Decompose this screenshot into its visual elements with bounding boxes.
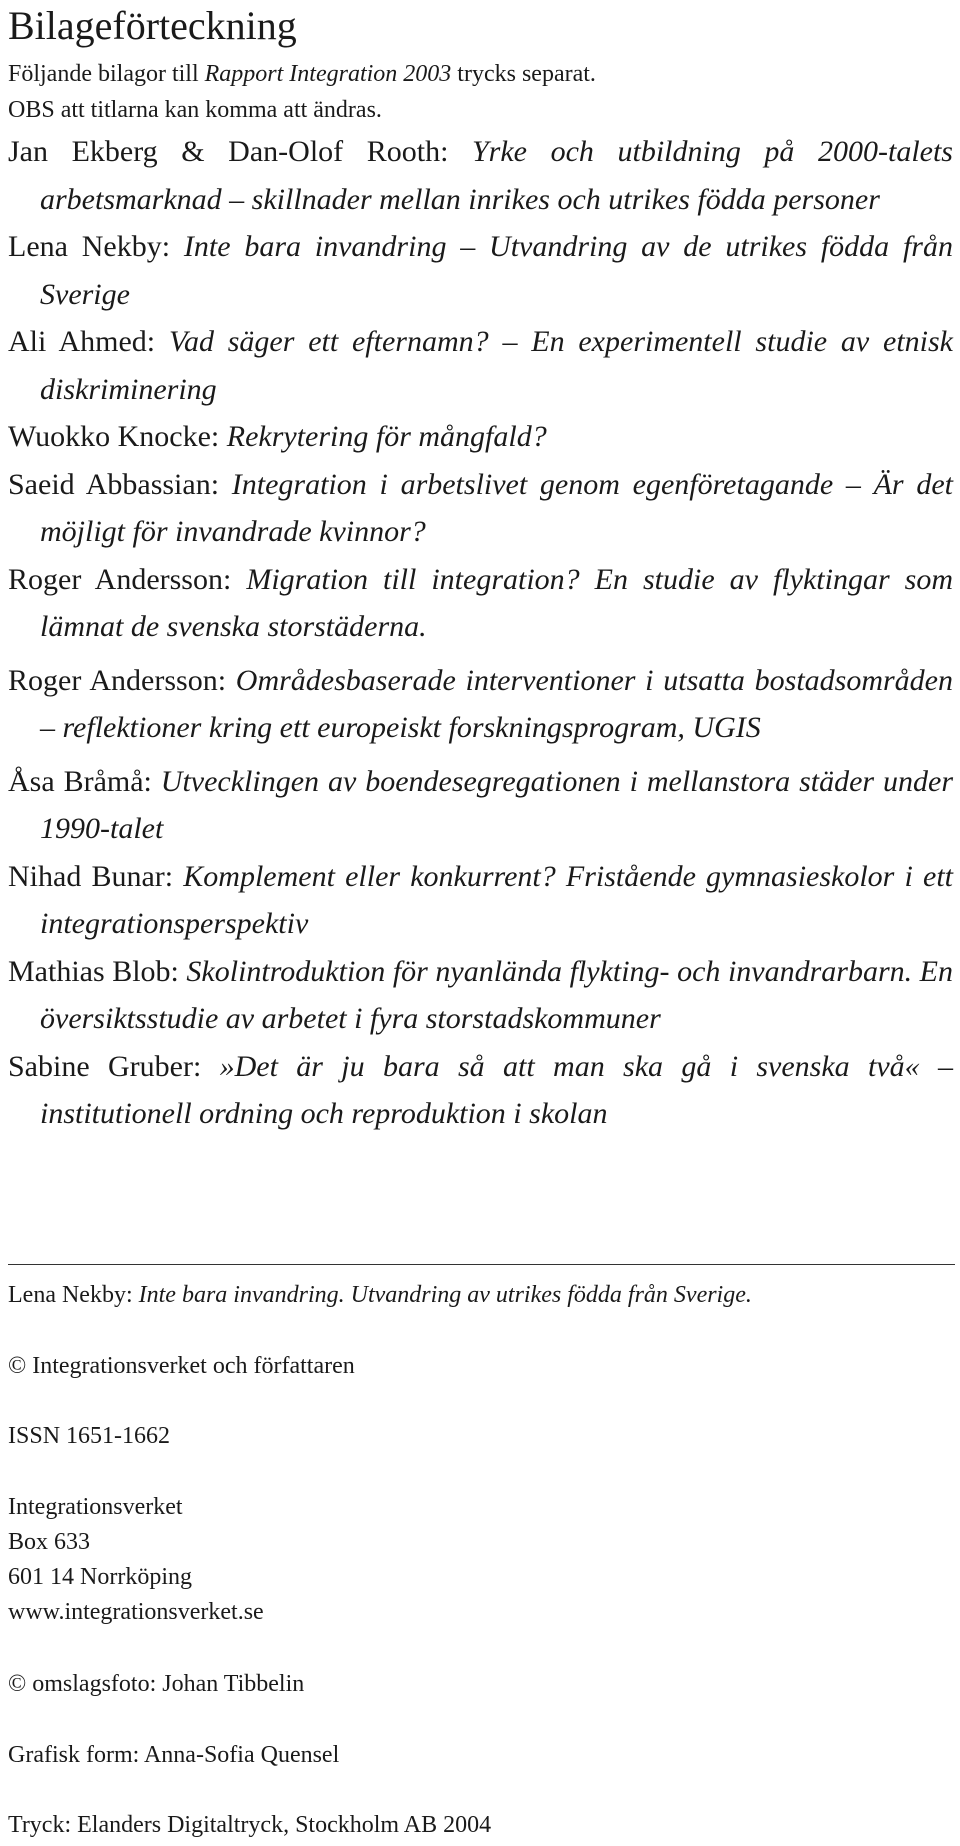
copyright-line: © Integrationsverket och författaren [8, 1353, 355, 1379]
entry-author: Saeid Abbassian: [8, 467, 232, 501]
entry-author: Mathias Blob: [8, 954, 187, 988]
appendix-entry [8, 758, 953, 853]
entry-author: Roger Andersson: [8, 663, 236, 697]
appendix-entry [8, 948, 953, 1043]
entry-author: Jan Ekberg & Dan-Olof Rooth: [8, 135, 472, 168]
appendix-entry [8, 657, 953, 752]
appendix-entry [8, 413, 953, 461]
intro-text [8, 56, 596, 128]
entry-title: »Det är ju bara så att man ska gå i svenska två« – institutionell ordning och reproduktion i skolan [40, 1049, 954, 1130]
entry-title: Inte bara invandring – Utvandring av de utrikes födda från Sverige [40, 230, 953, 311]
report-credit [8, 1278, 752, 1313]
publisher-box: Box 633 [8, 1529, 91, 1555]
publisher-city: 601 14 Norrköping [8, 1564, 192, 1590]
entry-title: Komplement eller konkurrent? Fristående gymnasieskolor i ett integrationsperspektiv [40, 859, 953, 940]
page-title: Bilageförteckning [8, 3, 297, 48]
appendix-entry [8, 853, 953, 948]
print-credit: Tryck: Elanders Digitaltryck, Stockholm AB 2004 [8, 1812, 492, 1838]
intro-line-2: OBS att titlarna kan komma att ändras. [8, 97, 382, 123]
entry-title: Integration i arbetslivet genom egenföretagande – Är det möjligt för invandrade kvinnor? [40, 467, 953, 548]
appendix-entry [8, 1043, 953, 1138]
entry-title: Rekrytering för mångfald? [226, 420, 547, 453]
report-name: Rapport Integration 2003 [204, 61, 452, 87]
entry-author: Lena Nekby: [8, 230, 184, 263]
intro-line-1: Följande bilagor till Rapport Integration 2003 trycks separat. [8, 61, 596, 87]
appendix-list [8, 128, 953, 1138]
publisher-name: Integrationsverket [8, 1494, 183, 1520]
issn-line: ISSN 1651-1662 [8, 1423, 171, 1449]
entry-author: Nihad Bunar: [8, 859, 184, 893]
entry-title: Utvecklingen av boendesegregationen i mellanstora städer under 1990-talet [40, 764, 953, 845]
publisher-address [8, 1490, 264, 1630]
entry-author: Wuokko Knocke: [8, 420, 227, 453]
entry-title: Skolintroduktion för nyanlända flykting- och invandrarbarn. En översiktsstudie av arbetet i fyra storstadskommuner [40, 954, 953, 1035]
appendix-entry [8, 223, 953, 318]
appendix-entry [8, 128, 953, 223]
entry-title: Yrke och utbildning på 2000-talets arbetsmarknad – skillnader mellan inrikes och utrikes födda personer [40, 135, 953, 216]
entry-title: Migration till integration? En studie av flyktingar som lämnat de svenska storstäderna. [40, 562, 953, 643]
entry-title: Områdesbaserade interventioner i utsatta bostadsområden – reflektioner kring ett europeiskt forskningsprogram, UGIS [40, 663, 953, 744]
cover-photo-credit: © omslagsfoto: Johan Tibbelin [8, 1671, 305, 1697]
design-credit: Grafisk form: Anna-Sofia Quensel [8, 1742, 340, 1768]
entry-author: Åsa Bråmå: [8, 764, 161, 798]
appendix-entry [8, 461, 953, 556]
report-title: Inte bara invandring. Utvandring av utrikes födda från Sverige. [138, 1282, 752, 1308]
publisher-website: www.integrationsverket.se [8, 1599, 264, 1625]
entry-author: Ali Ahmed: [8, 325, 169, 358]
appendix-entry [8, 556, 953, 651]
entry-title: Vad säger ett efternamn? – En experimentell studie av etnisk diskriminering [40, 325, 953, 406]
report-author: Lena Nekby: [8, 1282, 139, 1308]
entry-author: Sabine Gruber: [8, 1049, 220, 1083]
divider [8, 1264, 955, 1265]
entry-author: Roger Andersson: [8, 562, 247, 596]
appendix-entry [8, 318, 953, 413]
